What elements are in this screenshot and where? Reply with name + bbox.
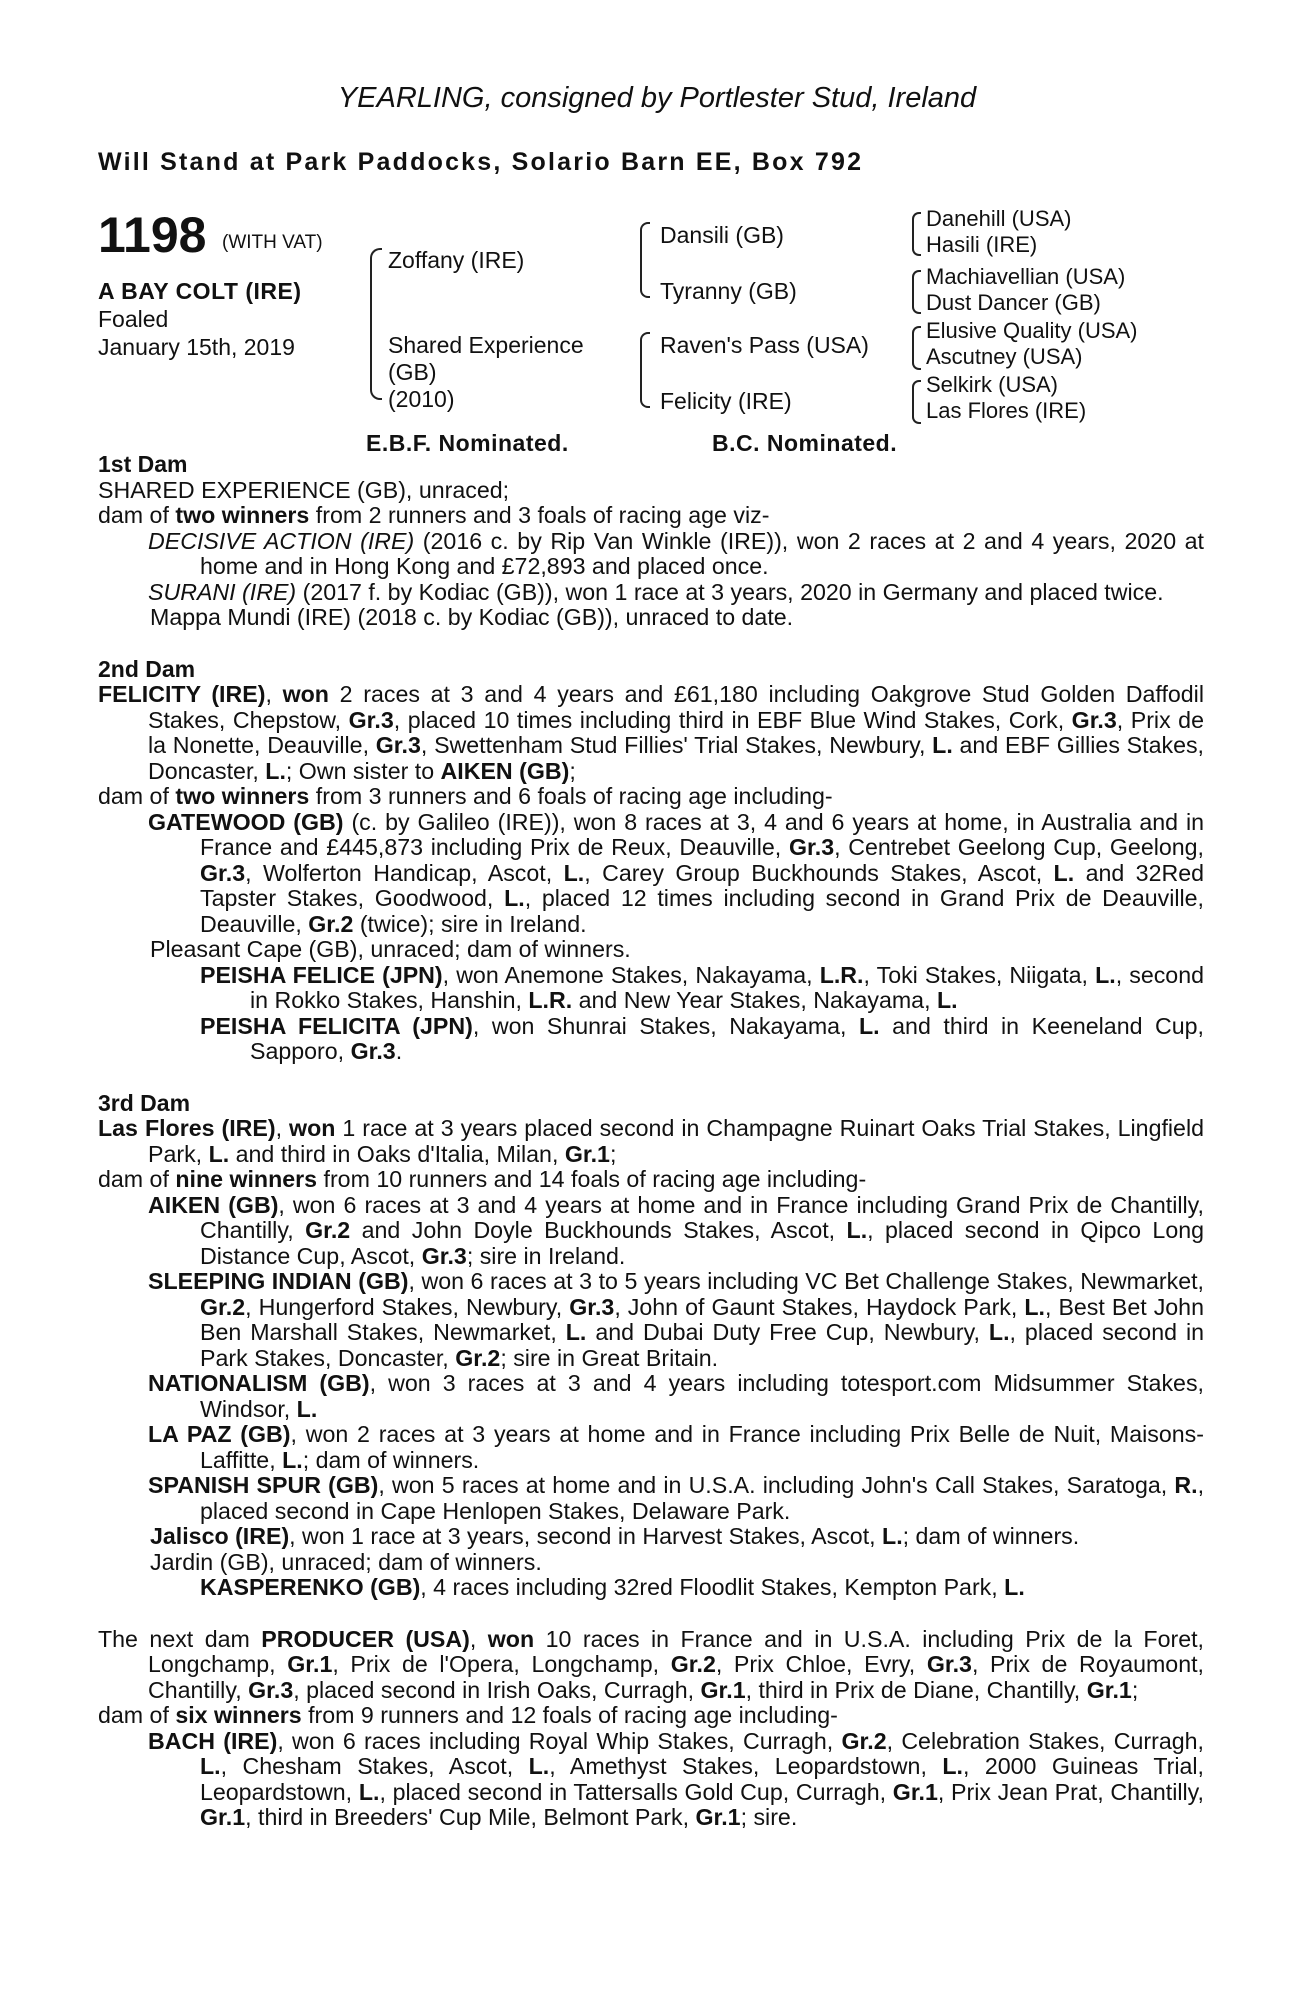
grand-offspring-peisha-felicita: PEISHA FELICITA (JPN), won Shunrai Stakes, Nakayama, L. and third in Keeneland Cup, Sapporo, Gr.3.: [200, 1012, 1205, 1064]
dam: Shared Experience: [388, 332, 584, 358]
offspring-spanish-spur: SPANISH SPUR (GB), won 5 races at home and in U.S.A. including John's Call Stakes, Saratoga, R., placed second in Cape Henlopen Stakes, Delaware Park.: [148, 1472, 1205, 1524]
dd-sire: Selkirk (USA): [926, 372, 1059, 397]
ebf-nomination: E.B.F. Nominated.: [366, 430, 569, 456]
dam-dam: Felicity (IRE): [660, 388, 792, 414]
sire-dam: Tyranny (GB): [660, 278, 797, 304]
offspring-la-paz: LA PAZ (GB), won 2 races at 3 years at home and in France including Prix Belle de Nuit, Maisons-Laffitte, L.; dam of winners.: [148, 1421, 1204, 1473]
first-dam-produce-line: dam of two winners from 2 runners and 3 foals of racing age viz-: [98, 502, 770, 528]
first-dam-heading: 1st Dam: [98, 451, 188, 477]
catalogue-header: YEARLING, consigned by Portlester Stud, Ireland: [337, 82, 977, 114]
dam-year: (2010): [388, 386, 455, 412]
bc-nomination: B.C. Nominated.: [712, 430, 898, 456]
grand-offspring-peisha-felice: PEISHA FELICE (JPN), won Anemone Stakes, Nakayama, L.R., Toki Stakes, Niigata, L., second in Rokko Stakes, Hanshin, L.R. and New Year Stakes, Nakayama, L.: [200, 961, 1204, 1013]
catalogue-body: [98, 452, 1204, 1831]
pedigree-brace-dam: [640, 332, 650, 408]
third-dam-produce-line: dam of nine winners from 10 runners and 14 foals of racing age including-: [98, 1166, 867, 1192]
pedigree-brace-3a: [912, 212, 921, 256]
offspring-decisive-action: DECISIVE ACTION (IRE) (2016 c. by Rip Van Winkle (IRE)), won 2 races at 2 and 4 years, 2020 at home and in Hong Kong and £72,893 and placed once.: [148, 527, 1204, 579]
offspring-bach: BACH (IRE), won 6 races including Royal Whip Stakes, Curragh, Gr.2, Celebration Stakes, Curragh, L., Chesham Stakes, Ascot, L., Amethyst Stakes, Leopardstown, L., 2000 Guineas Trial, Leopardstown, L., placed second in Tattersalls Gold Cup, Curragh, Gr.1, Prix Jean Prat, Chantilly, Gr.1, third in Breeders' Cup Mile, Belmont Park, Gr.1; sire.: [148, 1727, 1204, 1830]
pedigree-brace-3c: [912, 326, 921, 370]
pedigree-brace-3d: [912, 380, 921, 424]
pedigree-brace-main: [370, 248, 382, 400]
offspring-pleasant-cape: Pleasant Cape (GB), unraced; dam of winners.: [150, 936, 631, 962]
dd-dam: Las Flores (IRE): [926, 398, 1087, 423]
ds-dam: Ascutney (USA): [926, 344, 1083, 369]
second-dam-produce-line: dam of two winners from 3 runners and 6 foals of racing age including-: [98, 783, 833, 809]
foaled-date: January 15th, 2019: [98, 334, 295, 360]
next-dam-produce-line: dam of six winners from 9 runners and 12 foals of racing age including-: [98, 1702, 838, 1728]
offspring-surani: SURANI (IRE) (2017 f. by Kodiac (GB)), won 1 race at 3 years, 2020 in Germany and placed twice.: [148, 578, 1164, 605]
stand-location: Will Stand at Park Paddocks, Solario Barn EE, Box 792: [98, 148, 864, 176]
grand-offspring-kasperenko: KASPERENKO (GB), 4 races including 32red Floodlit Stakes, Kempton Park, L.: [200, 1574, 1025, 1600]
offspring-aiken: AIKEN (GB), won 6 races at 3 and 4 years at home and in France including Grand Prix de Chantilly, Chantilly, Gr.2 and John Doyle Buckhounds Stakes, Ascot, L., placed second in Qipco Long Distance Cup, Ascot, Gr.3; sire in Ireland.: [148, 1191, 1205, 1269]
foaled-label: Foaled: [98, 306, 169, 332]
dam-origin: (GB): [388, 359, 437, 385]
ss-dam: Hasili (IRE): [926, 232, 1038, 257]
offspring-jardin: Jardin (GB), unraced; dam of winners.: [150, 1548, 542, 1575]
next-dam-producer: The next dam PRODUCER (USA), won 10 races in France and in U.S.A. including Prix de la Foret, Longchamp, Gr.1, Prix de l'Opera, Longchamp, Gr.2, Prix Chloe, Evry, Gr.3, Prix de Royaumont, Chantilly, Gr.3, placed second in Irish Oaks, Curragh, Gr.1, third in Prix de Diane, Chantilly, Gr.1;: [98, 1625, 1204, 1703]
sd-dam: Dust Dancer (GB): [926, 290, 1101, 315]
dam-sire: Raven's Pass (USA): [660, 332, 869, 358]
second-dam-heading: 2nd Dam: [98, 655, 196, 682]
offspring-nationalism: NATIONALISM (GB), won 3 races at 3 and 4 years including totesport.com Midsummer Stakes, Windsor, L.: [148, 1370, 1204, 1422]
ss-sire: Danehill (USA): [926, 206, 1072, 231]
second-dam-felicity: FELICITY (IRE), won 2 races at 3 and 4 years and £61,180 including Oakgrove Stud Golden Daffodil Stakes, Chepstow, Gr.3, placed 10 times including third in EBF Blue Wind Stakes, Cork, Gr.3, Prix de la Nonette, Deauville, Gr.3, Swettenham Stud Fillies' Trial Stakes, Newbury, L. and EBF Gillies Stakes, Doncaster, L.; Own sister to AIKEN (GB);: [98, 681, 1204, 784]
third-dam-heading: 3rd Dam: [98, 1089, 191, 1116]
first-dam-line: SHARED EXPERIENCE (GB), unraced;: [98, 476, 510, 503]
lot-number: 1198: [98, 207, 207, 263]
sire: Zoffany (IRE): [388, 247, 525, 273]
offspring-mappa-mundi: Mappa Mundi (IRE) (2018 c. by Kodiac (GB)), unraced to date.: [150, 604, 794, 630]
sd-sire: Machiavellian (USA): [926, 264, 1126, 289]
third-dam-las-flores: Las Flores (IRE), won 1 race at 3 years placed second in Champagne Ruinart Oaks Trial Stakes, Lingfield Park, L. and third in Oaks d'Italia, Milan, Gr.1;: [98, 1115, 1204, 1167]
sire-sire: Dansili (GB): [660, 222, 784, 248]
offspring-gatewood: GATEWOOD (GB) (c. by Galileo (IRE)), won 8 races at 3, 4 and 6 years at home, in Australia and in France and £445,873 including Prix de Reux, Deauville, Gr.3, Centrebet Geelong Cup, Geelong, Gr.3, Wolferton Handicap, Ascot, L., Carey Group Buckhounds Stakes, Ascot, L. and 32Red Tapster Stakes, Goodwood, L., placed 12 times including second in Grand Prix de Deauville, Deauville, Gr.2 (twice); sire in Ireland.: [148, 808, 1205, 937]
pedigree-brace-sire: [640, 222, 650, 298]
offspring-jalisco: Jalisco (IRE), won 1 race at 3 years, second in Harvest Stakes, Ascot, L.; dam of winners.: [150, 1523, 1080, 1549]
horse-name: A BAY COLT (IRE): [98, 278, 302, 304]
vat-label: (WITH VAT): [222, 232, 323, 253]
pedigree-brace-3b: [912, 270, 921, 314]
ds-sire: Elusive Quality (USA): [926, 318, 1138, 343]
offspring-sleeping-indian: SLEEPING INDIAN (GB), won 6 races at 3 to 5 years including VC Bet Challenge Stakes, Newmarket, Gr.2, Hungerford Stakes, Newbury, Gr.3, John of Gaunt Stakes, Haydock Park, L., Best Bet John Ben Marshall Stakes, Newmarket, L. and Dubai Duty Free Cup, Newbury, L., placed second in Park Stakes, Doncaster, Gr.2; sire in Great Britain.: [148, 1268, 1204, 1371]
